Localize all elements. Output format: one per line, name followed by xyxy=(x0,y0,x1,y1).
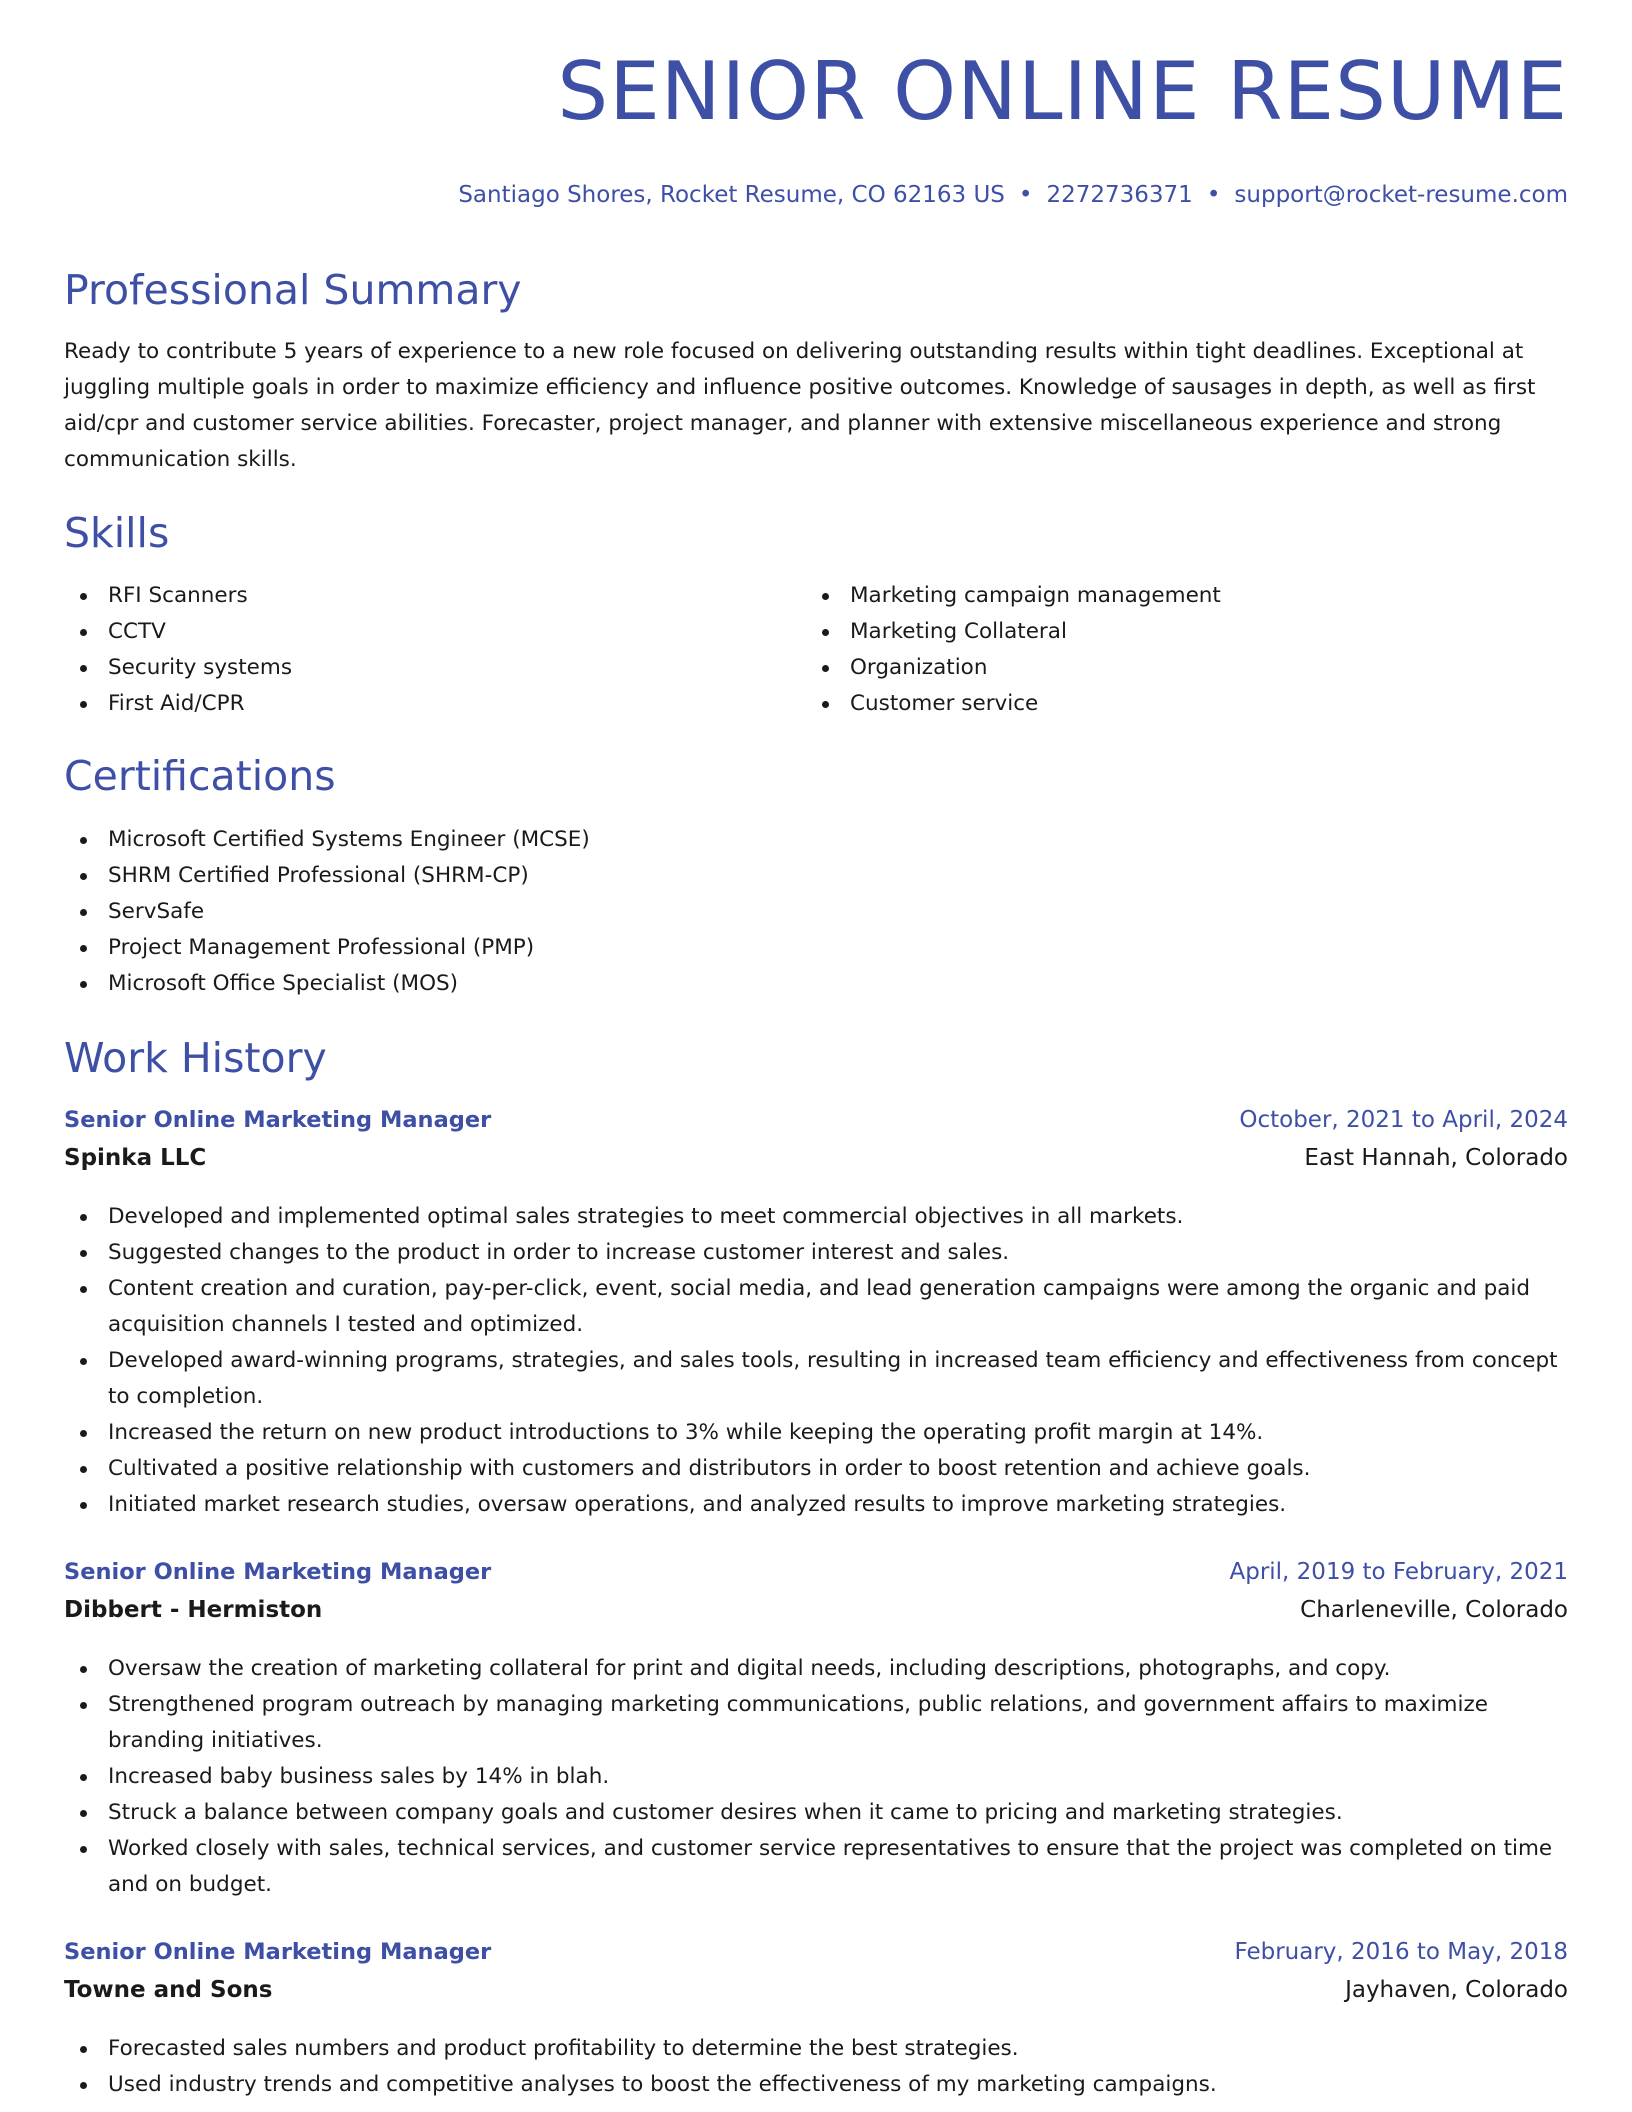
job-bullets xyxy=(64,1199,1568,1523)
job-company: Towne and Sons xyxy=(64,1977,273,2003)
list-item: Customer service xyxy=(806,686,1546,722)
contact-separator: • xyxy=(1018,182,1033,208)
list-item: Developed and implemented optimal sales strategies to meet commercial objectives in all markets. xyxy=(64,1199,1568,1235)
list-item: Marketing campaign management xyxy=(806,578,1546,614)
job-location: Jayhaven, Colorado xyxy=(1345,1977,1568,2003)
job-title: Senior Online Marketing Manager xyxy=(64,1107,492,1133)
job-title: Senior Online Marketing Manager xyxy=(64,1559,492,1585)
job-company-row xyxy=(64,1597,1568,1635)
certifications-heading: Certifications xyxy=(64,752,336,800)
job-company-row xyxy=(64,1145,1568,1183)
certifications-list xyxy=(64,822,1568,1002)
list-item: Worked closely with sales, technical services, and customer service representatives to ensure that the project was completed on time and on budget. xyxy=(64,1831,1568,1903)
list-item: Initiated market research studies, oversaw operations, and analyzed results to improve marketing strategies. xyxy=(64,1487,1568,1523)
job-dates: October, 2021 to April, 2024 xyxy=(1239,1107,1568,1133)
list-item: CCTV xyxy=(64,614,804,650)
job-dates: April, 2019 to February, 2021 xyxy=(1229,1559,1568,1585)
list-item: RFI Scanners xyxy=(64,578,804,614)
job-dates: February, 2016 to May, 2018 xyxy=(1234,1939,1568,1965)
list-item: Strengthened program outreach by managing marketing communications, public relations, and government affairs to maximize branding initiatives. xyxy=(64,1687,1568,1759)
job-title-row xyxy=(64,1107,1568,1145)
list-item: Suggested changes to the product in order to increase customer interest and sales. xyxy=(64,1235,1568,1271)
skills-list-left xyxy=(64,578,804,722)
list-item: Struck a balance between company goals and customer desires when it came to pricing and marketing strategies. xyxy=(64,1795,1568,1831)
job-title: Senior Online Marketing Manager xyxy=(64,1939,492,1965)
work-history-heading: Work History xyxy=(64,1034,327,1082)
job-location: East Hannah, Colorado xyxy=(1304,1145,1568,1171)
contact-email: support@rocket-resume.com xyxy=(1234,182,1568,208)
job-bullets xyxy=(64,1651,1568,1903)
job-title-row xyxy=(64,1559,1568,1597)
list-item: Increased baby business sales by 14% in blah. xyxy=(64,1759,1568,1795)
skills-heading: Skills xyxy=(64,509,170,557)
job-entry xyxy=(64,1559,1568,1903)
list-item: Security systems xyxy=(64,650,804,686)
contact-separator: • xyxy=(1206,182,1221,208)
list-item: Increased the return on new product introductions to 3% while keeping the operating profit margin at 14%. xyxy=(64,1415,1568,1451)
list-item: Organization xyxy=(806,650,1546,686)
contact-address: Santiago Shores, Rocket Resume, CO 62163 US xyxy=(458,182,1005,208)
list-item: Project Management Professional (PMP) xyxy=(64,930,1568,966)
job-company: Spinka LLC xyxy=(64,1145,207,1171)
job-company-row xyxy=(64,1977,1568,2015)
list-item: ServSafe xyxy=(64,894,1568,930)
job-bullets xyxy=(64,2031,1568,2103)
list-item: Marketing Collateral xyxy=(806,614,1546,650)
list-item: First Aid/CPR xyxy=(64,686,804,722)
contact-line xyxy=(458,182,1568,208)
resume-title: SENIOR ONLINE RESUME xyxy=(557,45,1568,138)
list-item: Cultivated a positive relationship with customers and distributors in order to boost retention and achieve goals. xyxy=(64,1451,1568,1487)
list-item: Used industry trends and competitive analyses to boost the effectiveness of my marketing campaigns. xyxy=(64,2067,1568,2103)
job-entry xyxy=(64,1939,1568,2103)
list-item: Content creation and curation, pay-per-click, event, social media, and lead generation campaigns were among the organic and paid acquisition channels I tested and optimized. xyxy=(64,1271,1568,1343)
list-item: Forecasted sales numbers and product profitability to determine the best strategies. xyxy=(64,2031,1568,2067)
list-item: Developed award-winning programs, strategies, and sales tools, resulting in increased team efficiency and effectiveness from concept to completion. xyxy=(64,1343,1568,1415)
summary-heading: Professional Summary xyxy=(64,266,522,314)
skills-list-right xyxy=(806,578,1546,722)
job-company: Dibbert - Hermiston xyxy=(64,1597,323,1623)
job-location: Charleneville, Colorado xyxy=(1300,1597,1568,1623)
list-item: Microsoft Certified Systems Engineer (MCSE) xyxy=(64,822,1568,858)
list-item: Microsoft Office Specialist (MOS) xyxy=(64,966,1568,1002)
job-title-row xyxy=(64,1939,1568,1977)
list-item: SHRM Certified Professional (SHRM-CP) xyxy=(64,858,1568,894)
contact-phone: 2272736371 xyxy=(1046,182,1193,208)
list-item: Oversaw the creation of marketing collateral for print and digital needs, including descriptions, photographs, and copy. xyxy=(64,1651,1568,1687)
job-entry xyxy=(64,1107,1568,1523)
summary-text: Ready to contribute 5 years of experience to a new role focused on delivering outstanding results within tight deadlines. Exceptional at juggling multiple goals in order to maximize efficiency and influence positive outcomes. Knowledge of sausages in depth, as well as first aid/cpr and customer service abilities. Forecaster, project manager, and planner with extensive miscellaneous experience and strong communication skills. xyxy=(64,339,1536,472)
